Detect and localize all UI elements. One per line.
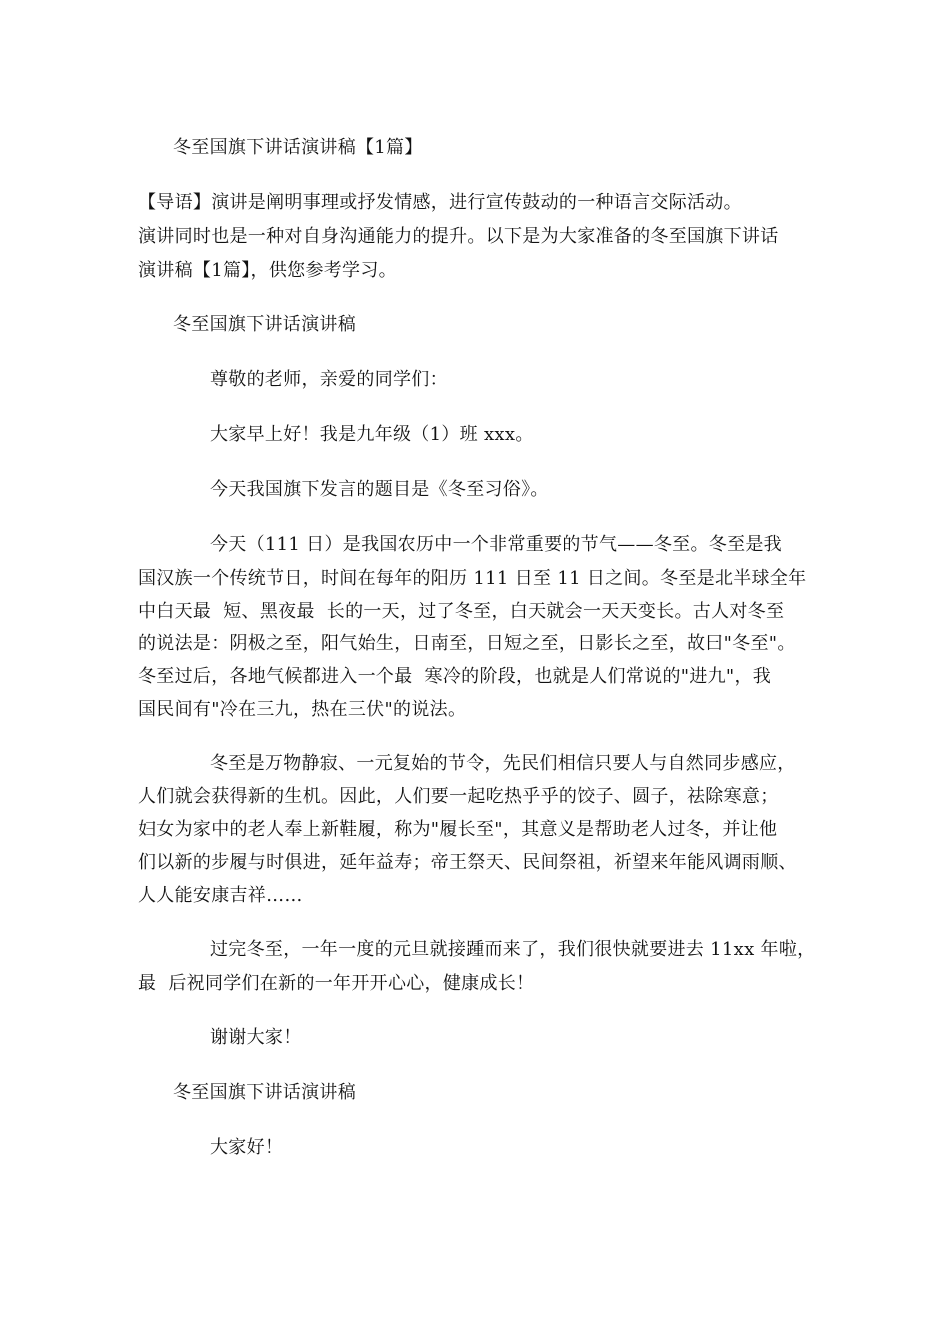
- para3-line-2: 最 后祝同学们在新的一年开开心心，健康成长！: [138, 973, 535, 994]
- intro-line-2: 演讲同时也是一种对自身沟通能力的提升。以下是为大家准备的冬至国旗下讲话: [138, 226, 779, 247]
- salutation: 尊敬的老师，亲爱的同学们：: [210, 369, 448, 390]
- para1-line-4: 的说法是：阴极之至，阳气始生，日南至，日短之至，日影长之至，故曰"冬至"。: [138, 633, 796, 654]
- para1-line-2: 国汉族一个传统节日，时间在每年的阳历 111 日至 11 日之间。冬至是北半球全年: [138, 568, 807, 589]
- closing-line: 谢谢大家！: [210, 1027, 302, 1048]
- topic-line: 今天我国旗下发言的题目是《冬至习俗》。: [210, 479, 549, 500]
- para3-line-1: 过完冬至，一年一度的元旦就接踵而来了，我们很快就要进去 11xx 年啦，: [210, 939, 816, 960]
- intro-line-3: 演讲稿【1篇】，供您参考学习。: [138, 260, 397, 281]
- intro-line-1: 【导语】演讲是阐明事理或抒发情感，进行宣传鼓动的一种语言交际活动。: [138, 192, 742, 213]
- para2-line-4: 们以新的步履与时俱进，延年益寿；帝王祭天、民间祭祖，祈望来年能风调雨顺、: [138, 852, 797, 873]
- para1-line-1: 今天（111 日）是我国农历中一个非常重要的节气——冬至。冬至是我: [210, 534, 782, 555]
- greeting: 大家早上好！我是九年级（1）班 xxx。: [210, 424, 534, 445]
- document-title: 冬至国旗下讲话演讲稿【1篇】: [173, 137, 423, 158]
- section1-heading: 冬至国旗下讲话演讲稿: [173, 314, 356, 335]
- para2-line-5: 人人能安康吉祥……: [138, 885, 303, 906]
- para1-line-6: 国民间有"冷在三九，热在三伏"的说法。: [138, 699, 467, 720]
- para2-line-1: 冬至是万物静寂、一元复始的节令，先民们相信只要人与自然同步感应，: [210, 753, 796, 774]
- para1-line-3: 中白天最 短、黑夜最 长的一天，过了冬至，白天就会一天天变长。古人对冬至: [138, 601, 785, 622]
- section2-heading: 冬至国旗下讲话演讲稿: [173, 1082, 356, 1103]
- para2-line-2: 人们就会获得新的生机。因此，人们要一起吃热乎乎的饺子、圆子，祛除寒意；: [138, 786, 779, 807]
- para2-line-3: 妇女为家中的老人奉上新鞋履，称为"履长至"，其意义是帮助老人过冬，并让他: [138, 819, 778, 840]
- section2-greeting: 大家好！: [210, 1137, 284, 1158]
- para1-line-5: 冬至过后，各地气候都进入一个最 寒冷的阶段，也就是人们常说的"进九"，我: [138, 666, 772, 687]
